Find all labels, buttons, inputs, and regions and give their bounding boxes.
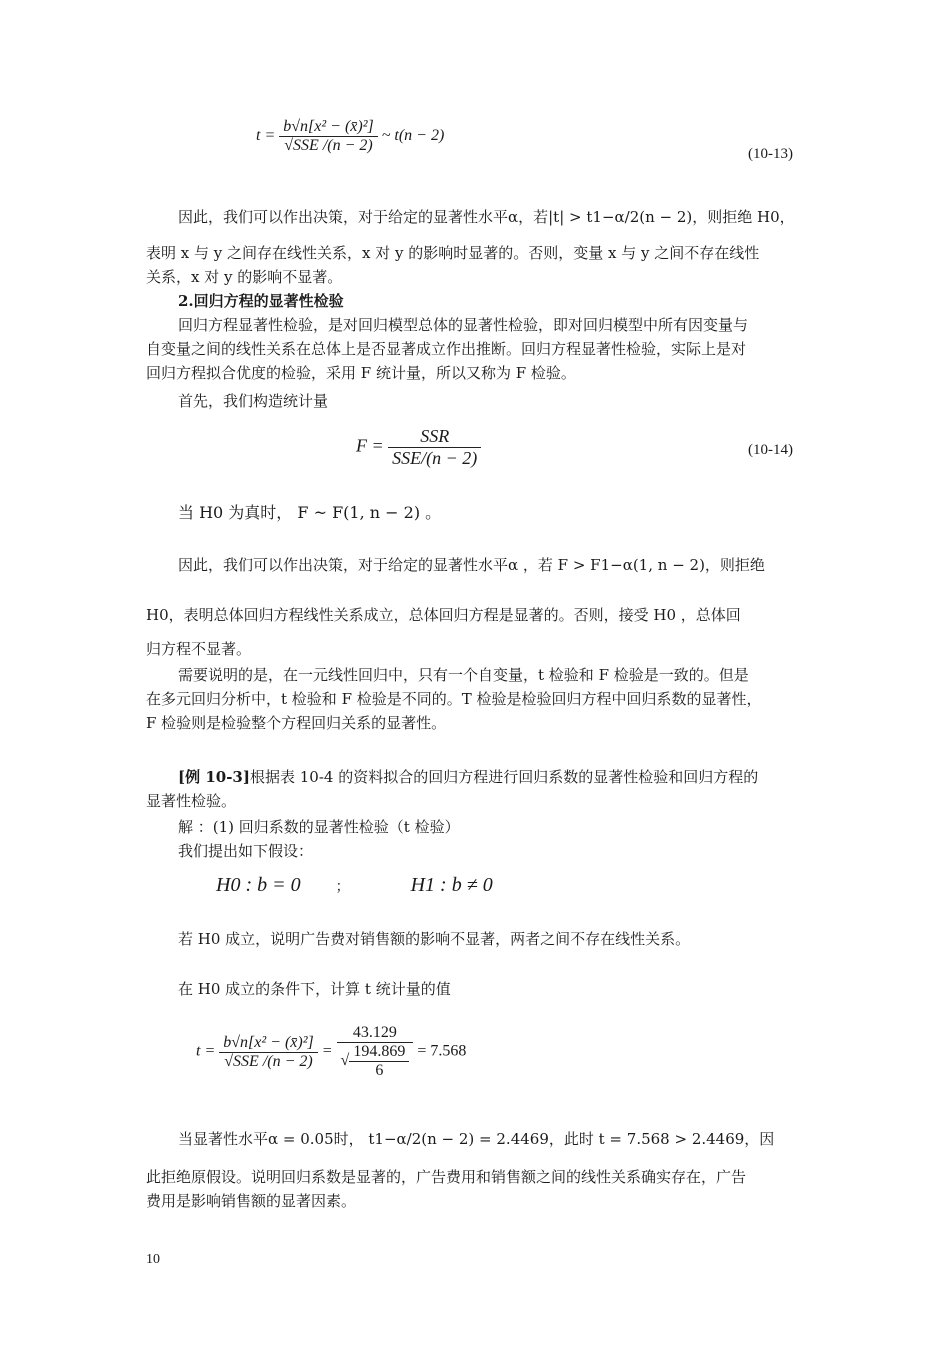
paragraph-line: H0，表明总体回归方程线性关系成立，总体回归方程是显著的。否则，接受 H0 ，总体回 bbox=[146, 606, 741, 624]
paragraph-line: 首先，我们构造统计量 bbox=[178, 392, 329, 410]
eq-fraction bbox=[279, 118, 377, 155]
eq-value-numerator: 43.129 bbox=[337, 1024, 414, 1043]
paragraph-line: 在多元回归分析中，t 检验和 F 检验是不同的。T 检验是检验回归方程中回归系数的显著性， bbox=[146, 690, 762, 708]
separator: ； bbox=[335, 880, 350, 895]
eq-numerator: SSR bbox=[388, 426, 481, 448]
eq-inner-numerator: 194.869 bbox=[349, 1043, 409, 1062]
eq-tail: ~ t(n − 2) bbox=[381, 127, 445, 145]
paragraph-line: 表明 x 与 y 之间存在线性关系，x 对 y 的影响时显著的。否则，变量 x 与 y 之间不存在线性 bbox=[146, 244, 760, 262]
equation-number: (10-14) bbox=[748, 442, 793, 458]
example-text: 根据表 10-4 的资料拟合的回归方程进行回归系数的显著性检验和回归方程的 bbox=[249, 768, 759, 786]
equation-number: (10-13) bbox=[748, 146, 793, 162]
null-hypothesis: H0 : b = 0 bbox=[216, 874, 301, 896]
eq-inner-fraction bbox=[349, 1043, 409, 1080]
eq-fraction-values bbox=[337, 1024, 414, 1080]
paragraph-line: 需要说明的是，在一元线性回归中，只有一个自变量，t 检验和 F 检验是一致的。但是 bbox=[178, 666, 749, 684]
eq-denominator: √SSE /(n − 2) bbox=[224, 1052, 313, 1070]
equation-10-14 bbox=[356, 426, 481, 469]
example-line bbox=[178, 766, 842, 788]
paragraph-line: 因此，我们可以作出决策，对于给定的显著性水平α，若|t| > t1−α/2(n − 2)，则拒绝 H0， bbox=[178, 208, 795, 226]
t-calculation bbox=[196, 1024, 466, 1080]
eq-denominator: √SSE /(n − 2) bbox=[284, 137, 373, 154]
paragraph-line: 若 H0 成立，说明广告费对销售额的影响不显著，两者之间不存在线性关系。 bbox=[178, 930, 691, 948]
paragraph-line: 在 H0 成立的条件下，计算 t 统计量的值 bbox=[178, 980, 451, 998]
page-number: 10 bbox=[146, 1252, 160, 1267]
example-label: [例 10-3] bbox=[178, 768, 250, 786]
paragraph-line: 回归方程显著性检验，是对回归模型总体的显著性检验，即对回归模型中所有因变量与 bbox=[178, 316, 749, 334]
paragraph-line: 关系，x 对 y 的影响不显著。 bbox=[146, 268, 343, 286]
equation-10-13 bbox=[256, 118, 444, 155]
paragraph-line: F 检验则是检验整个方程回归关系的显著性。 bbox=[146, 714, 447, 732]
paragraph-line: 自变量之间的线性关系在总体上是否显著成立作出推断。回归方程显著性检验，实际上是对 bbox=[146, 340, 747, 358]
paragraph-line: 当 H0 为真时， F ~ F(1, n − 2) 。 bbox=[178, 503, 442, 522]
eq-fraction bbox=[219, 1034, 317, 1071]
paragraph-line: 当显著性水平α = 0.05时， t1−α/2(n − 2) = 2.4469，此时 t = 7.568 > 2.4469，因 bbox=[178, 1130, 775, 1148]
eq-inner-denominator: 6 bbox=[375, 1062, 384, 1079]
paragraph-line: 归方程不显著。 bbox=[146, 640, 252, 658]
paragraph-line: 费用是影响销售额的显著因素。 bbox=[146, 1192, 357, 1210]
paragraph-line: 此拒绝原假设。说明回归系数是显著的，广告费用和销售额之间的线性关系确实存在，广告 bbox=[146, 1168, 747, 1186]
paragraph-line: 显著性检验。 bbox=[146, 792, 237, 810]
alt-hypothesis: H1 : b ≠ 0 bbox=[410, 874, 493, 896]
eq-lhs: F = bbox=[356, 435, 384, 456]
eq-fraction bbox=[388, 426, 481, 469]
paragraph-line: 我们提出如下假设： bbox=[178, 842, 314, 860]
paragraph-line: 回归方程拟合优度的检验，采用 F 统计量，所以又称为 F 检验。 bbox=[146, 364, 576, 382]
paragraph-line: 因此，我们可以作出决策，对于给定的显著性水平α ，若 F > F1−α(1, n − 2)，则拒绝 bbox=[178, 556, 765, 574]
eq-value-denominator: √ $\frac{194.869}{6}$ bbox=[337, 1043, 414, 1080]
hypotheses bbox=[216, 874, 493, 897]
eq-lhs: t = bbox=[256, 127, 276, 145]
solution-line: 解 ：(1) 回归系数的显著性检验（t 检验） bbox=[178, 818, 460, 836]
eq-lhs: t = bbox=[196, 1042, 216, 1060]
section-heading: 2.回归方程的显著性检验 bbox=[178, 292, 344, 310]
eq-equals: = bbox=[321, 1042, 333, 1060]
eq-denominator: SSE/(n − 2) bbox=[392, 448, 478, 468]
eq-result: = 7.568 bbox=[417, 1042, 467, 1060]
eq-numerator: b√n[x² − (x̄)²] bbox=[279, 118, 377, 137]
eq-numerator: b√n[x² − (x̄)²] bbox=[219, 1034, 317, 1053]
